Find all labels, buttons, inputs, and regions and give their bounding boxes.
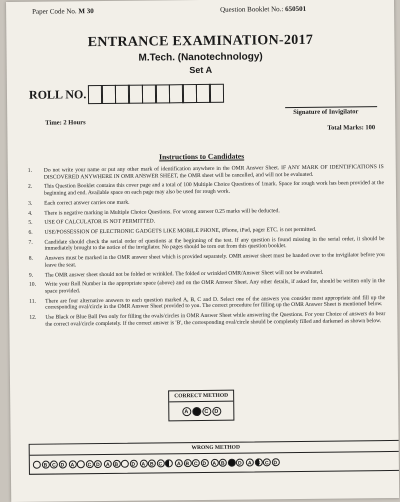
instruction-item xyxy=(29,295,385,312)
wrong-example-bubble: A xyxy=(246,458,254,466)
booklet-number xyxy=(220,5,306,14)
instruction-item xyxy=(29,252,385,269)
instruction-item xyxy=(28,207,384,217)
instruction-number: 2. xyxy=(27,184,33,191)
wrong-example-bubble: D xyxy=(236,459,244,467)
signature-label: Signature of Invigilator xyxy=(293,108,359,117)
wrong-method-label: WRONG METHOD xyxy=(30,441,400,456)
wrong-example-group xyxy=(175,459,209,467)
total-marks: Total Marks: 100 xyxy=(327,124,376,132)
roll-number-boxes xyxy=(89,84,224,104)
instruction-number: 9. xyxy=(28,272,34,279)
instruction-item xyxy=(29,236,385,253)
instruction-text: Do not write your name or put any other mark of identification anywhere in the OMR Answer Sheet. IF ANY MARK OF IDENTIFICATIONS IS DISCOVERED ANYWHERE IN OMR ANSWER SHEET, the OMR sheet will be cancelled, and will not be evaluated. xyxy=(43,164,384,181)
wrong-example-bubble: A xyxy=(139,460,147,468)
wrong-example-bubble xyxy=(121,460,129,468)
instruction-item xyxy=(29,269,385,279)
wrong-example-bubble: D xyxy=(200,459,208,467)
instruction-item xyxy=(29,311,385,328)
exam-set: Set A xyxy=(189,64,213,76)
instruction-item xyxy=(28,216,384,226)
wrong-method-box xyxy=(29,440,400,475)
instruction-text: There are four alternative answers to each question marked A, B, C and D. Select one of the answers you consider most appropriate and fill up the corresponding oval/circle in the OMR Answer Sheet provided to you. The correct procedure for filling up the OMR Answer Sheet is mentioned below. xyxy=(45,294,386,312)
booklet-number-label: Question Booklet No.: xyxy=(220,5,284,14)
wrong-example-group xyxy=(33,460,67,468)
instruction-item xyxy=(28,226,384,236)
instruction-number: 7. xyxy=(28,239,33,246)
wrong-example-bubble: C xyxy=(156,459,164,467)
instruction-number: 10. xyxy=(28,282,37,289)
instruction-text: USE OF CALCULATOR IS NOT PERMITTED. xyxy=(44,218,156,226)
wrong-example-bubble: B xyxy=(183,459,191,467)
exam-time: Time: 2 Hours xyxy=(45,119,86,127)
wrong-example-bubble xyxy=(77,460,85,468)
exam-title: ENTRANCE EXAMINATION-2017 xyxy=(87,32,314,51)
roll-number-field xyxy=(29,84,225,105)
paper-code xyxy=(32,7,94,16)
wrong-example-group xyxy=(246,458,280,466)
correct-bubble-d: D xyxy=(212,406,221,415)
instruction-text: Answers must be marked in the OMR answer sheet which is provided separately. OMR answer sheet must be handed over to the invigilator before you leave the seat. xyxy=(44,252,385,269)
wrong-method-bubbles xyxy=(30,452,399,474)
roll-digit-box[interactable] xyxy=(209,84,224,103)
instruction-number: 6. xyxy=(28,229,33,236)
wrong-example-bubble: A xyxy=(68,460,76,468)
instruction-text: There is negative marking in Multiple Choice Questions. For wrong answer 0.25 marks will be deducted. xyxy=(44,207,280,217)
instruction-text: Each correct answer carries one mark. xyxy=(44,199,130,207)
instructions-list xyxy=(28,164,386,331)
exam-subtitle: M.Tech. (Nanotechnology) xyxy=(138,51,263,64)
wrong-example-bubble: D xyxy=(129,460,137,468)
correct-method-bubbles xyxy=(169,402,233,421)
wrong-example-bubble xyxy=(33,461,41,469)
wrong-example-bubble xyxy=(165,459,173,467)
wrong-example-bubble: B xyxy=(41,461,49,469)
paper-code-value: M 30 xyxy=(78,7,94,16)
instruction-text: The OMR answer sheet should not be folded or wrinkled. The folded or wrinkled OMR/Answer Sheet will not be evaluated. xyxy=(44,269,324,279)
instruction-number: 8. xyxy=(28,256,33,263)
paper-code-label: Paper Code No. xyxy=(32,7,77,16)
correct-bubble-b: B xyxy=(192,407,201,416)
wrong-example-bubble: B xyxy=(254,458,262,466)
instruction-text: Write your Roll Number in the appropriate space (above) and on the OMR Answer Sheet. Any other details, if asked for, should be written only in the space provided. xyxy=(44,278,385,295)
instruction-number: 5. xyxy=(28,220,33,227)
wrong-example-group xyxy=(210,459,244,467)
booklet-number-value: 650501 xyxy=(285,4,307,14)
wrong-example-bubble: A xyxy=(104,460,112,468)
instruction-item xyxy=(28,197,384,207)
instruction-text: Use Black or Blue Ball Pen only for filling the ovals/circles in OMR Answer Sheet while answering the Questions. For your Choice of answers do bear the correct oval/circle completely. If the correct answer is 'B', the corresponding oval/circle should be completely filled and darkened as shown below. xyxy=(45,311,386,328)
instruction-item xyxy=(28,180,384,197)
instruction-number: 11. xyxy=(29,298,36,305)
instruction-text: USE/POSSESSION OF ELECTRONIC GADGETS LIKE MOBILE PHONE, iPhone, iPad, pager ETC. is not permitted. xyxy=(44,226,317,236)
instruction-text: This Question Booklet contains this cover page and a total of 100 Multiple Choice Questions of 1mark. Space for rough work has been provided at the beginning and end. Available space on each page may also be used for rough work. xyxy=(43,180,384,197)
wrong-example-group xyxy=(104,460,138,468)
wrong-example-bubble: C xyxy=(227,459,235,467)
omr-method-examples xyxy=(28,388,388,469)
header-row xyxy=(32,4,374,20)
wrong-example-bubble: C xyxy=(85,460,93,468)
wrong-example-bubble: D xyxy=(58,460,66,468)
instruction-item xyxy=(29,278,385,295)
question-booklet-cover xyxy=(6,0,399,502)
correct-bubble-a: A xyxy=(182,407,191,416)
wrong-example-bubble: B xyxy=(148,459,156,467)
correct-bubble-c: C xyxy=(202,406,211,415)
wrong-example-group xyxy=(68,460,102,468)
instruction-text: Candidate should check the serial order of questions at the beginning of the test. If any question is found missing in the serial order, it should be immediately brought to the notice of the invigilator. No pages should be torn out from this question booklet. xyxy=(44,235,385,253)
wrong-example-bubble: C xyxy=(263,458,271,466)
wrong-example-bubble: A xyxy=(175,459,183,467)
correct-method-box xyxy=(168,390,234,422)
wrong-example-bubble: C xyxy=(192,459,200,467)
wrong-example-bubble: A xyxy=(210,459,218,467)
instruction-number: 3. xyxy=(28,200,33,207)
wrong-example-bubble: D xyxy=(94,460,102,468)
instruction-item xyxy=(28,164,384,181)
instruction-number: 1. xyxy=(27,167,33,174)
correct-method-label: CORRECT METHOD xyxy=(169,391,233,403)
instruction-number: 4. xyxy=(28,210,33,217)
instructions-heading: Instructions to Candidates xyxy=(159,151,245,162)
wrong-example-bubble: B xyxy=(112,460,120,468)
instruction-number: 12. xyxy=(29,314,37,321)
wrong-example-bubble: D xyxy=(271,458,279,466)
roll-number-label: ROLL NO. xyxy=(28,87,87,102)
wrong-example-bubble: B xyxy=(219,459,227,467)
wrong-example-bubble: C xyxy=(50,461,58,469)
wrong-example-group xyxy=(139,459,173,467)
